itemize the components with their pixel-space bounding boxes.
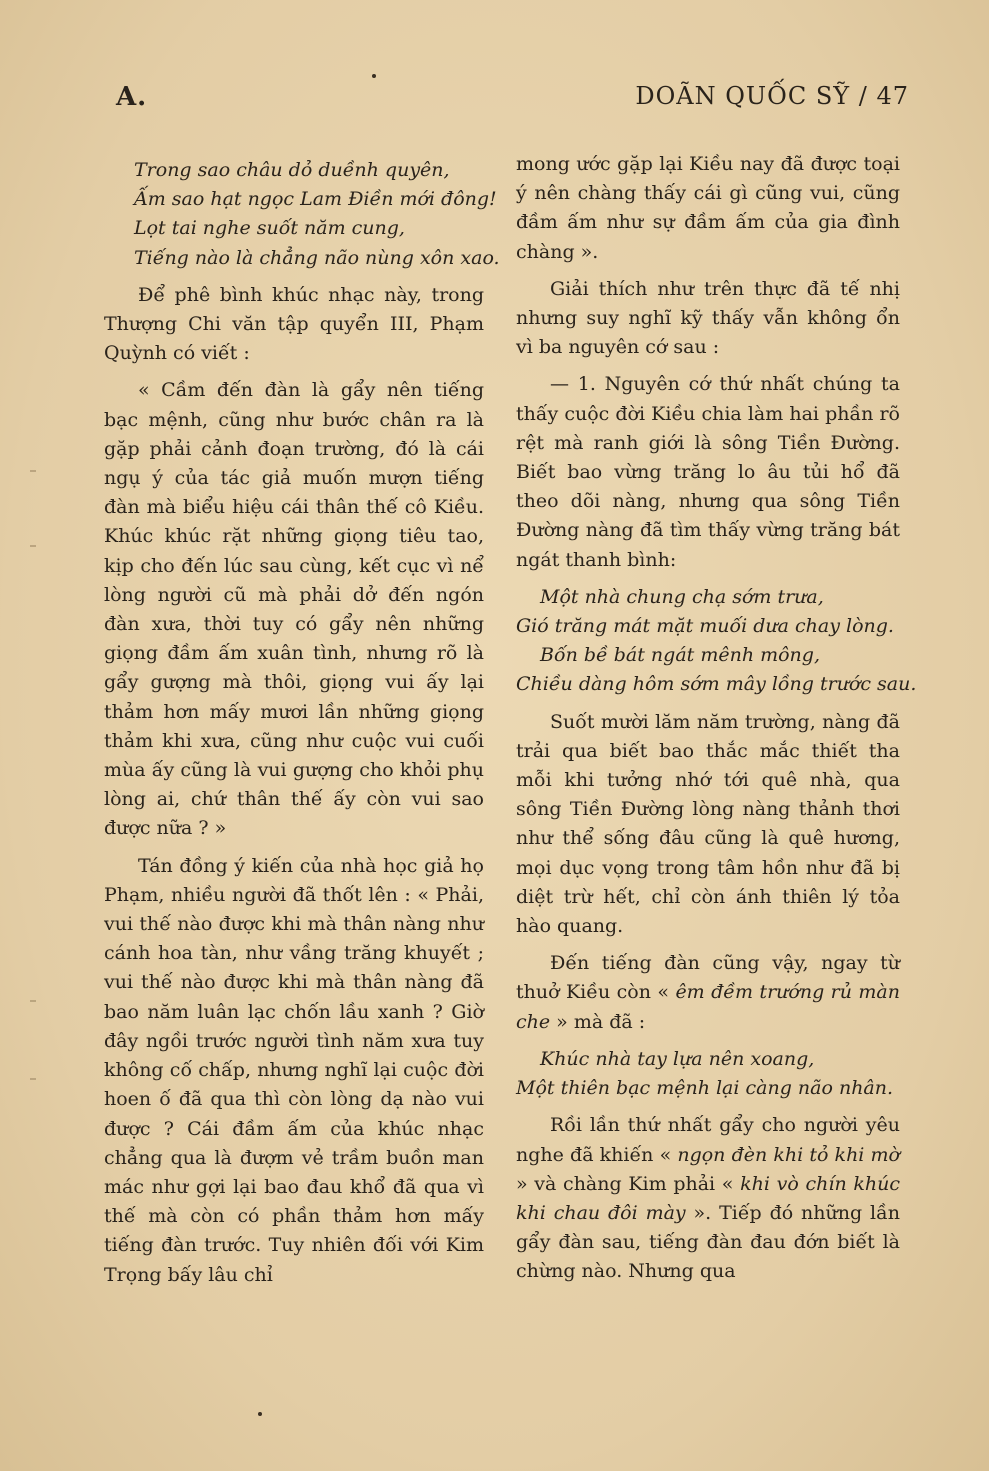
verse-line: Một nhà chung chạ sớm trưa, [540,585,824,608]
right-column [516,150,917,1295]
text-run: Đến tiếng đàn cũng vậy, ngay từ thuở Kiều còn « [516,952,900,1004]
verse-line: Gió trăng mát mặt muối dưa chay lòng. [516,615,894,638]
verse-line: Một thiên bạc mệnh lại càng não nhân. [516,1077,894,1100]
paragraph: Tán đồng ý kiến của nhà học giả họ Phạm, nhiều người đã thốt lên : « Phải, vui thế nào được khi mà thân nàng như cánh hoa tàn, như vầng trăng khuyết ; vui thế nào được khi mà thân nàng đã bao năm luân lạc chốn lầu xanh ? Giờ đây ngồi trước người tình năm xưa tuy không cố chấp, nhưng nghĩ lại cuộc đời hoen ố đã qua thì còn lòng dạ nào vui được ? Cái đầm ấm của khúc nhạc chẳng qua là đượm vẻ trầm buồn man mác như gợi lại bao đau khổ đã qua vì thế mà còn có phần thảm hơn mấy tiếng đàn trước. Tuy nhiên đối với Kim Trọng bấy lâu chỉ [104,854,484,1286]
margin-smudge [30,470,36,472]
italic-quote: khi vò chín khúc khi chau đôi mày [516,1172,901,1224]
verse-line: Trong sao châu dỏ duềnh quyên, [134,159,450,181]
quote-paragraph: « Cầm đến đàn là gẩy nên tiếng bạc mệnh, cũng như bước chân ra là gặp phải cảnh đoạn trường, đó là cái ngụ ý của tác giả muốn mượn tiếng đàn mà biểu hiệu cái thân thế cô Kiều. Khúc khúc rặt những giọng tiêu tao, kịp cho đến lúc sau cùng, kết cục vì nể lòng người cũ mà phải dở đến ngón đàn xưa, thời tuy có gẩy nên những giọng đầm ấm xuân tình, nhưng rõ là gẩy gượng mà thôi, giọng vui ấy lại thảm hơn mấy mươi lần những giọng thảm khi xưa, cũng như cuộc vui cuối mùa ấy cũng là vui gượng cho khỏi phụ lòng ai, chứ thân thế ấy còn vui sao được nữa ? » [104,379,484,840]
header-left-mark: A. [116,82,148,112]
paragraph: Giải thích như trên thực đã tế nhị nhưng suy nghĩ kỹ thấy vẫn không ổn vì ba nguyên cớ sau : [516,277,900,359]
verse-line: Khúc nhà tay lựa nên xoang, [540,1047,815,1070]
ink-speck [258,1412,262,1416]
paragraph: — 1. Nguyên cớ thứ nhất chúng ta thấy cuộc đời Kiều chia làm hai phần rõ rệt mà ranh giới là sông Tiền Đường. Biết bao vừng trăng lo âu tủi hổ đã theo dõi nàng, nhưng qua sông Tiền Đường nàng đã tìm thấy vừng trăng bát ngát thanh bình: [516,373,900,571]
running-header: DOÃN QUỐC SỸ / 47 [635,82,909,110]
margin-smudge [30,1078,36,1080]
paragraph: Suốt mười lăm năm trường, nàng đã trải qua biết bao thắc mắc thiết tha mỗi khi tưởng nhớ tới quê nhà, qua sông Tiền Đường lòng nàng thảnh thơi như thể sống đâu cũng là quê hương, mọi dục vọng trong tâm hồn như đã bị diệt trừ hết, chỉ còn ánh thiên lý tỏa hào quang. [516,710,900,938]
verse-line: Ấm sao hạt ngọc Lam Điền mới đông! [134,188,497,211]
italic-quote: êm đềm trướng rủ màn che [516,981,900,1033]
text-run: ». Tiếp đó những lần gẩy đàn sau, tiếng đàn đau đớn biết là chừng nào. Nhưng qua [516,1201,900,1283]
verse-line: Chiều dàng hôm sớm mây lồng trước sau. [516,673,917,696]
margin-smudge [30,545,36,547]
text-run: » và chàng Kim phải « [516,1172,741,1195]
verse-block-right-2 [516,1045,900,1103]
paragraph [516,1111,900,1286]
ink-speck [372,74,376,78]
italic-quote: ngọn đèn khi tỏ khi mờ [677,1143,900,1166]
verse-line: Lọt tai nghe suốt năm cung, [134,217,405,240]
verse-block-left [134,156,500,273]
text-run: » mà đã : [550,1010,646,1033]
margin-smudge [30,1000,36,1002]
verse-line: Bốn bề bát ngát mênh mông, [540,644,820,667]
verse-line: Tiếng nào là chẳng não nùng xôn xao. [134,246,500,269]
left-column [104,150,500,1298]
verse-block-right-1 [516,583,917,700]
paragraph [516,949,900,1037]
paragraph: Để phê bình khúc nhạc này, trong Thượng Chi văn tập quyển III, Phạm Quỳnh có viết : [104,283,484,365]
paragraph-continued: mong ước gặp lại Kiều nay đã được toại ý nên chàng thấy cái gì cũng vui, cũng đầm ấm như sự đầm ấm của gia đình chàng ». [516,153,900,263]
text-run: Rồi lần thứ nhất gẩy cho người yêu nghe đã khiến « [516,1114,900,1166]
